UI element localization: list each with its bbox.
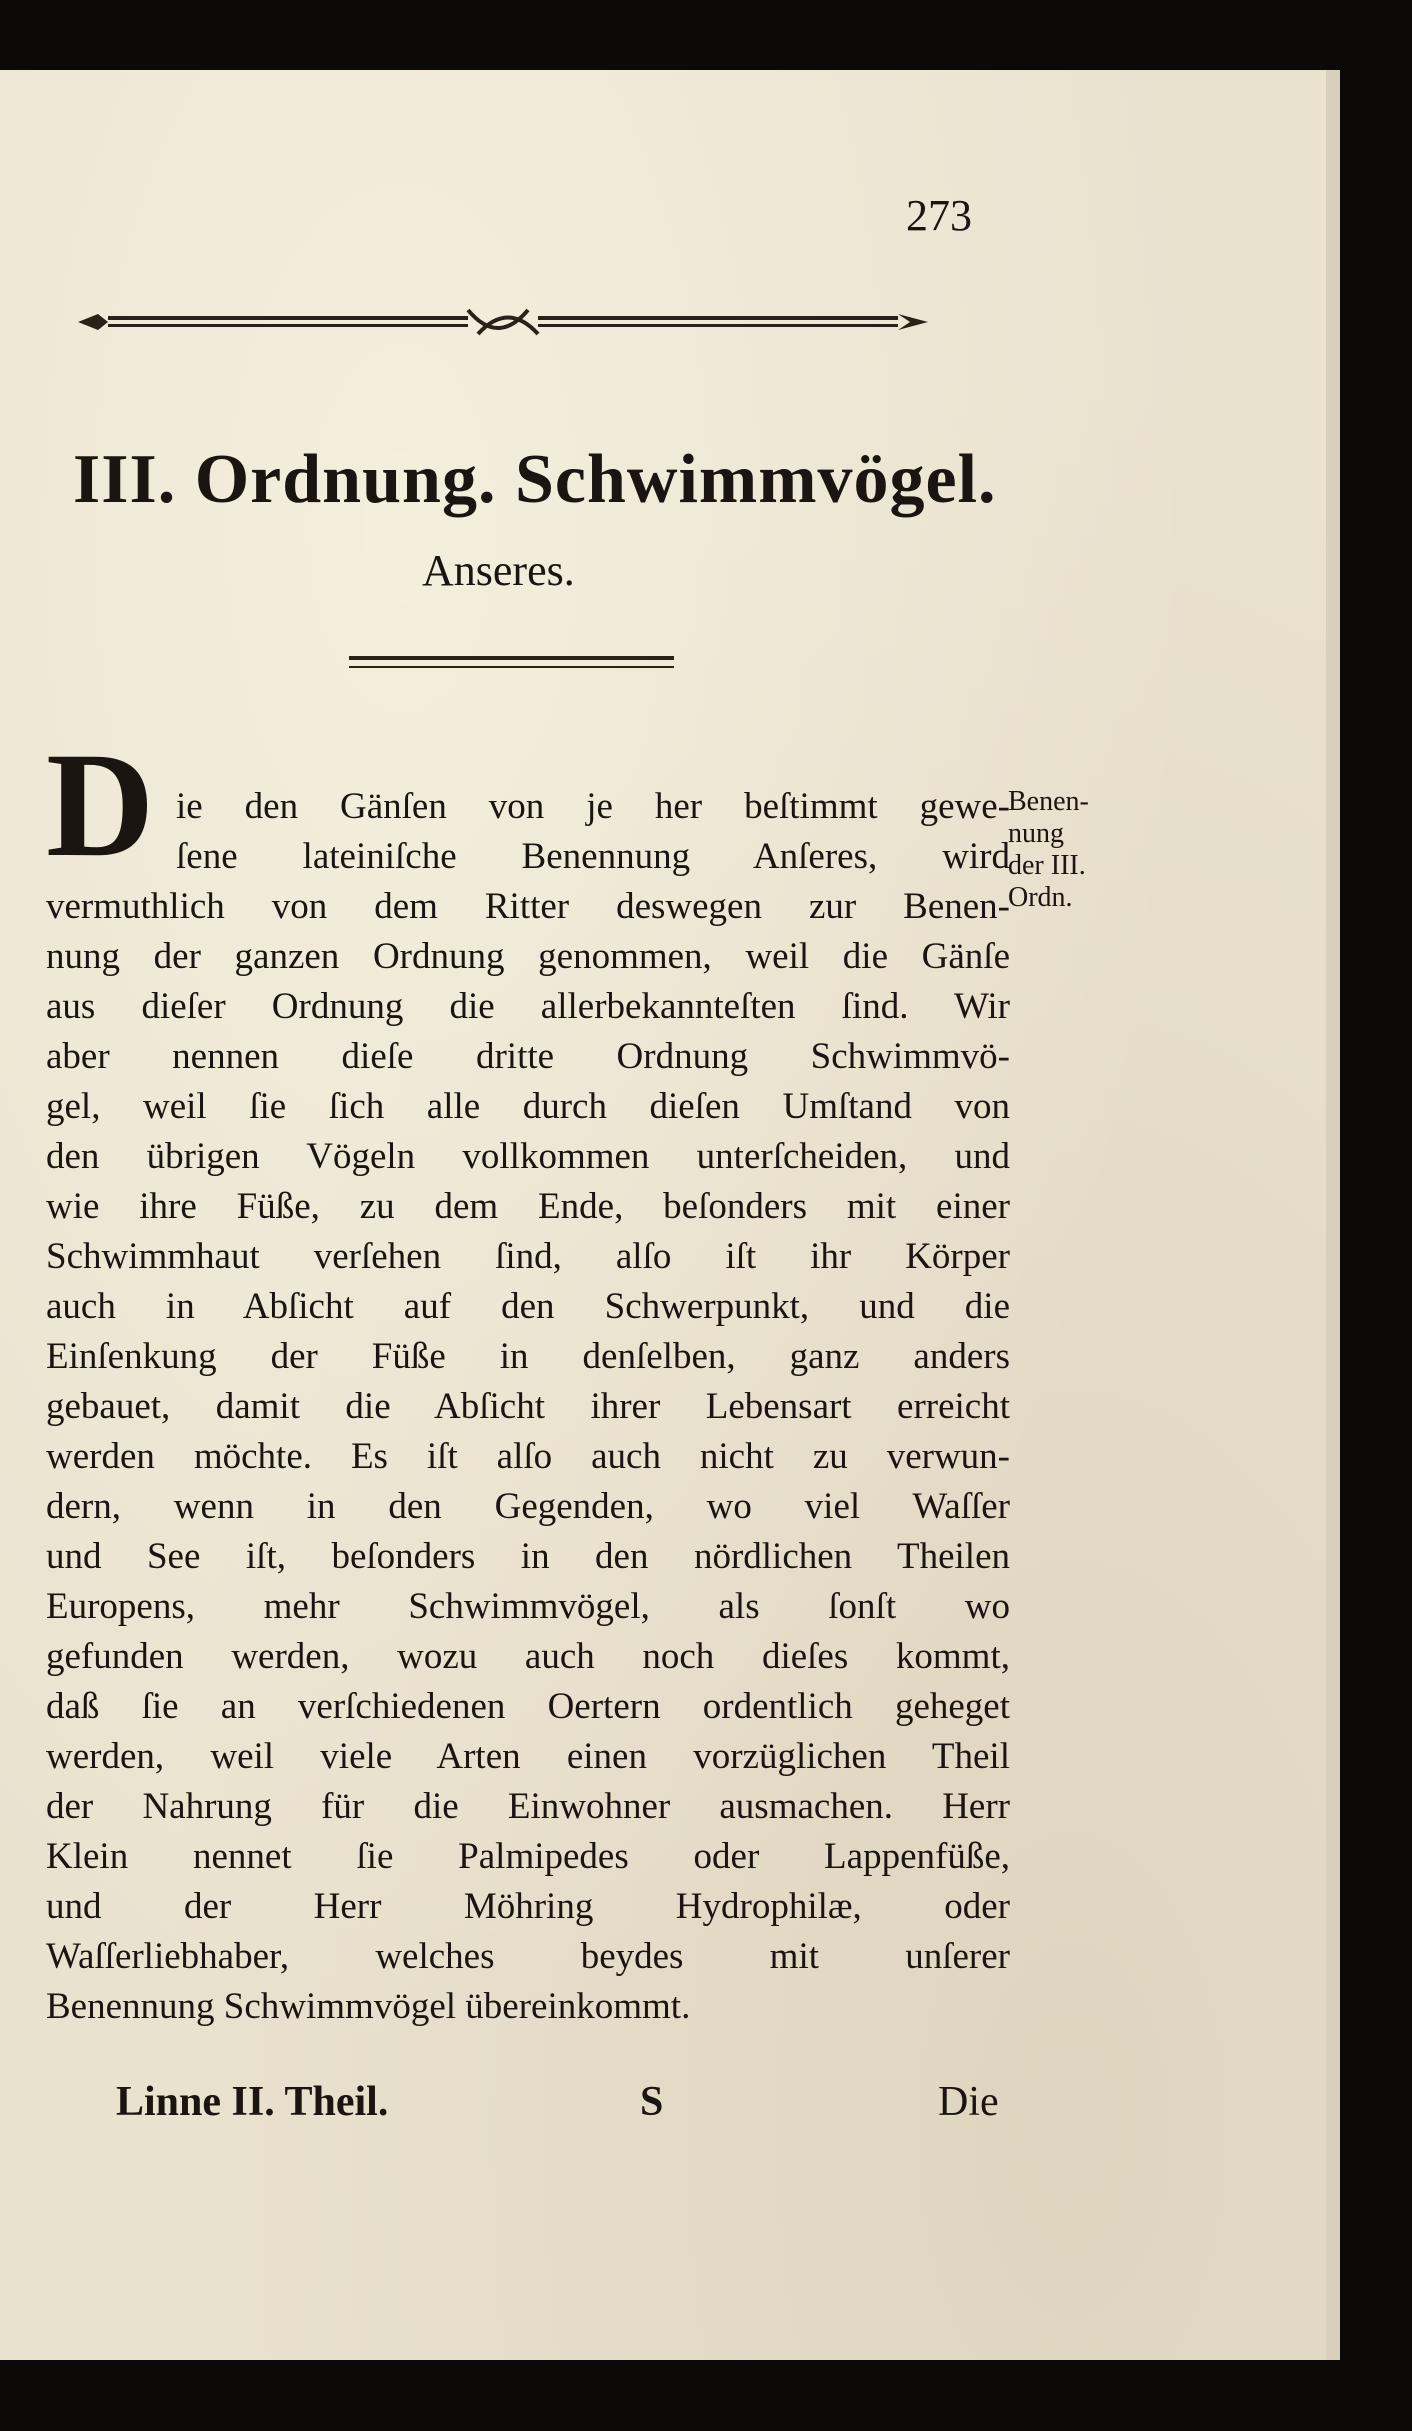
text-line: ſene lateiniſche Benennung Anſeres, wird (176, 836, 1010, 877)
margin-note-line: der III. (1008, 850, 1086, 881)
text-line: gefunden werden, wozu auch noch dieſes kommt, (46, 1636, 1010, 1677)
margin-note-line: Ordn. (1008, 882, 1073, 913)
latin-subheading: Anseres. (422, 546, 575, 595)
text-line: Einſenkung der Füße in denſelben, ganz anders (46, 1336, 1010, 1377)
page-number: 273 (906, 191, 972, 240)
body-text (46, 782, 1010, 2032)
signature-line: Linne II. Theil. (116, 2079, 389, 2125)
chapter-heading: III. Ordnung. Schwimmvögel. (73, 441, 997, 518)
text-line: Europens, mehr Schwimmvögel, als ſonſt wo (46, 1586, 1010, 1627)
text-line: Klein nennet ſie Palmipedes oder Lappenfüße, (46, 1836, 1010, 1877)
text-line: ie den Gänſen von je her beſtimmt gewe- (176, 786, 1010, 827)
text-line: gebauet, damit die Abſicht ihrer Lebensart erreicht (46, 1386, 1010, 1427)
text-line: aber nennen dieſe dritte Ordnung Schwimmvö- (46, 1036, 1010, 1077)
text-line: daß ſie an verſchiedenen Oertern ordentlich geheget (46, 1686, 1010, 1727)
text-line: vermuthlich von dem Ritter deswegen zur Benen- (46, 886, 1010, 927)
text-line: der Nahrung für die Einwohner ausmachen. Herr (46, 1786, 1010, 1827)
catchword: Die (938, 2079, 999, 2125)
margin-note-line: Benen- (1008, 786, 1089, 817)
drop-cap: D (46, 722, 155, 888)
text-line: gel, weil ſie ſich alle durch dieſen Umſtand von (46, 1086, 1010, 1127)
text-line: und der Herr Möhring Hydrophilæ, oder (46, 1886, 1010, 1927)
text-line: dern, wenn in den Gegenden, wo viel Waſſer (46, 1486, 1010, 1527)
ornamental-rule (78, 306, 938, 338)
margin-note (1008, 786, 1118, 914)
text-line: und See iſt, beſonders in den nördlichen Theilen (46, 1536, 1010, 1577)
signature-mark: S (640, 2079, 664, 2125)
margin-note-line: nung (1008, 818, 1064, 849)
text-line: Schwimmhaut verſehen ſind, alſo iſt ihr Körper (46, 1236, 1010, 1277)
text-line: aus dieſer Ordnung die allerbekannteſten ſind. Wir (46, 986, 1010, 1027)
section-rule (349, 656, 674, 668)
text-line: Benennung Schwimmvögel übereinkommt. (46, 1986, 691, 2027)
page-edge (1326, 70, 1340, 2360)
text-line: nung der ganzen Ordnung genommen, weil die Gänſe (46, 936, 1010, 977)
text-line: werden möchte. Es iſt alſo auch nicht zu verwun- (46, 1436, 1010, 1477)
text-line: den übrigen Vögeln vollkommen unterſcheiden, und (46, 1136, 1010, 1177)
text-line: werden, weil viele Arten einen vorzüglichen Theil (46, 1736, 1010, 1777)
text-line: Waſſerliebhaber, welches beydes mit unſerer (46, 1936, 1010, 1977)
text-line: auch in Abſicht auf den Schwerpunkt, und die (46, 1286, 1010, 1327)
text-line: wie ihre Füße, zu dem Ende, beſonders mit einer (46, 1186, 1010, 1227)
